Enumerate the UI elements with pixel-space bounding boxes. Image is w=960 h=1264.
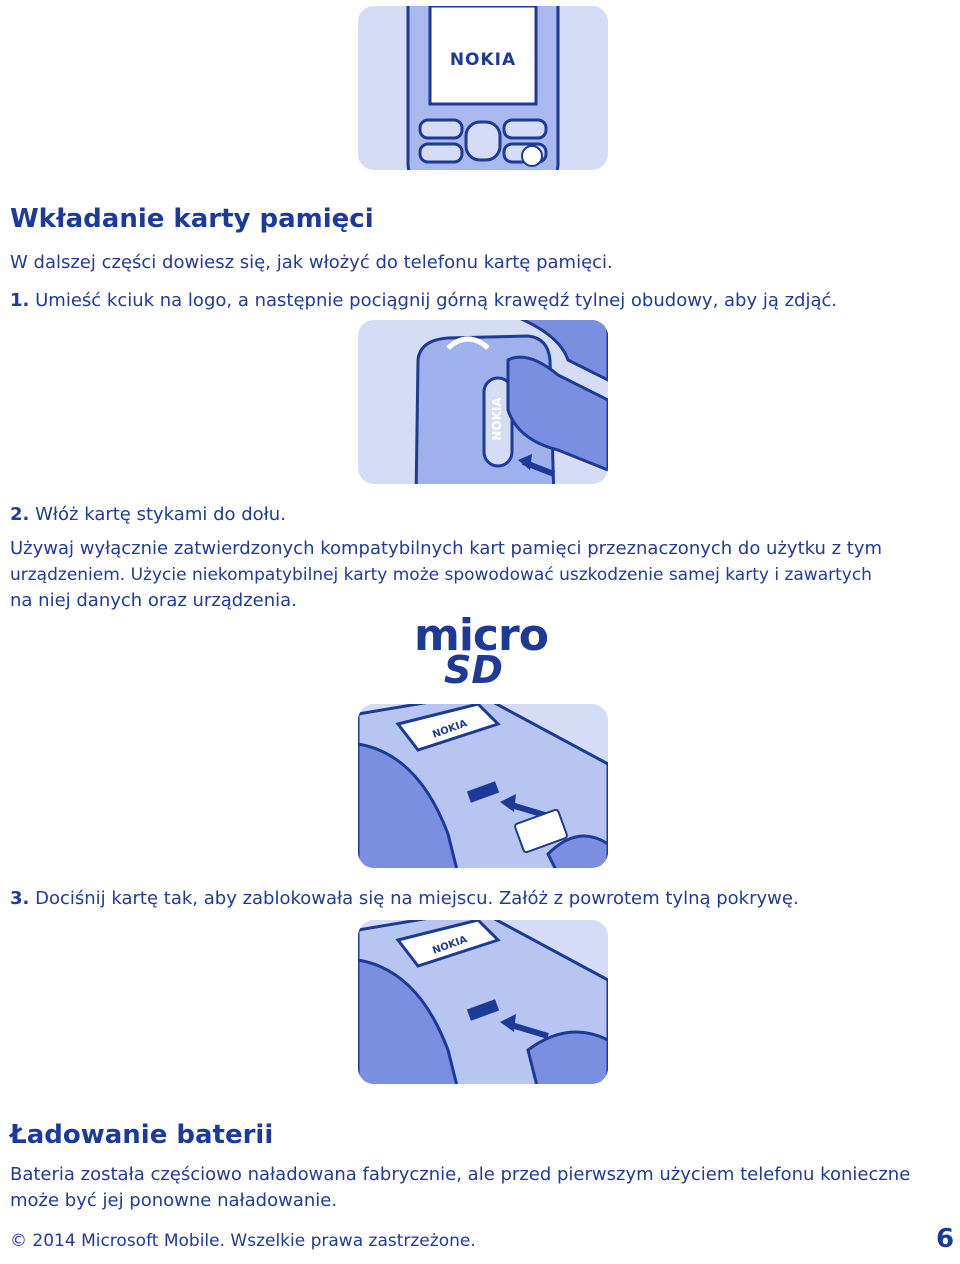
nokia-logo-cover-2: NOKIA [431, 934, 469, 957]
step2-text: Włóż kartę stykami do dołu. [35, 504, 286, 525]
battery-text-line-2: może być jej ponowne naładowanie. [10, 1190, 338, 1211]
nokia-logo-top: NOKIA [449, 50, 517, 70]
phone-front-drawing [358, 6, 608, 170]
step1 [10, 288, 837, 314]
step3-number: 3. [10, 888, 30, 909]
press-card-illustration [358, 920, 608, 1084]
warning-line-2: urządzeniem. Użycie niekompatybilnej karty może spowodować uszkodzenie samej karty i zawartych [10, 565, 872, 585]
page-number: 6 [936, 1224, 955, 1254]
step2 [10, 502, 286, 528]
section-title-battery: Ładowanie baterii [10, 1120, 274, 1150]
step2-number: 2. [10, 504, 30, 525]
section-title-memory-card: Wkładanie karty pamięci [10, 204, 374, 234]
nokia-logo-vertical: NOKIA [490, 397, 504, 441]
step3-text: Dociśnij kartę tak, aby zablokowała się na miejscu. Załóż z powrotem tylną pokrywę. [35, 888, 799, 909]
microsd-logo [414, 610, 554, 692]
microsd-logo-sd: SD [444, 648, 503, 692]
remove-cover-drawing [358, 320, 608, 484]
microsd-logo-micro: micro [414, 610, 548, 661]
step3 [10, 886, 799, 912]
phone-front-illustration [358, 6, 608, 170]
copyright-text: © 2014 Microsoft Mobile. Wszelkie prawa zastrzeżone. [10, 1231, 476, 1251]
step1-text: Umieść kciuk na logo, a następnie pociągnij górną krawędź tylnej obudowy, aby ją zdjąć. [35, 290, 838, 311]
step1-number: 1. [10, 290, 30, 311]
warning-line-3: na niej danych oraz urządzenia. [10, 590, 297, 611]
insert-card-drawing [358, 704, 608, 868]
battery-text-line-1: Bateria została częściowo naładowana fabrycznie, ale przed pierwszym użyciem telefonu konieczne [10, 1164, 911, 1185]
press-card-drawing [358, 920, 608, 1084]
warning-line-1: Używaj wyłącznie zatwierdzonych kompatybilnych kart pamięci przeznaczonych do użytku z tym [10, 538, 883, 559]
intro-text: W dalszej części dowiesz się, jak włożyć do telefonu kartę pamięci. [10, 252, 613, 273]
nokia-logo-cover: NOKIA [431, 718, 469, 741]
remove-cover-illustration [358, 320, 608, 484]
insert-card-illustration [358, 704, 608, 868]
